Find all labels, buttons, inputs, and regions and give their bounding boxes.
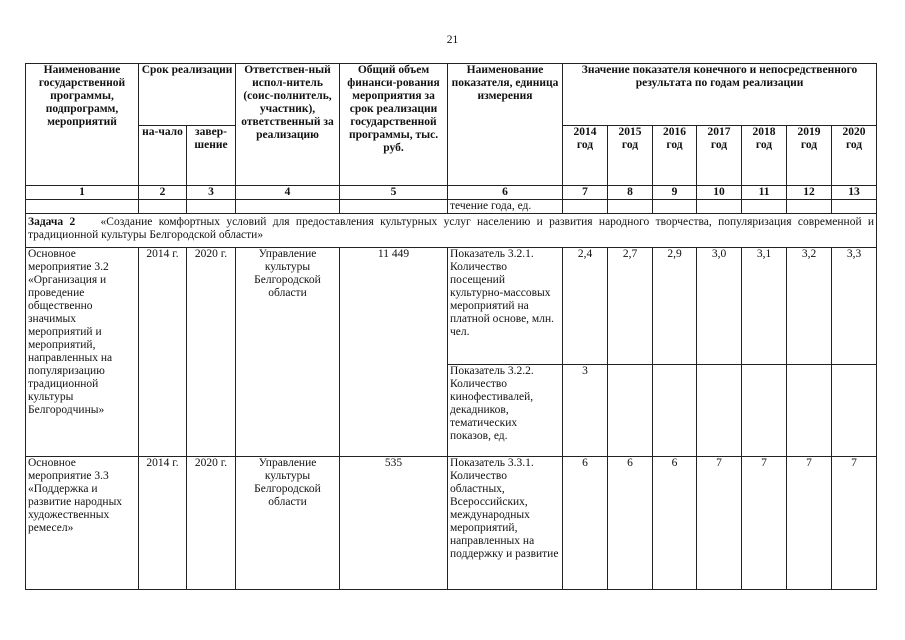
activity-responsible: Управление культуры Белгородской области — [236, 248, 340, 457]
header-year: 2015 год — [608, 126, 653, 186]
indicator-value: 3 — [563, 365, 608, 457]
indicator-value: 2,7 — [608, 248, 653, 365]
indicator-name: Показатель 3.2.2. Количество кинофестивалей, декадников, тематических показов, ед. — [448, 365, 563, 457]
page-number: 21 — [446, 34, 459, 46]
column-number: 6 — [448, 186, 563, 200]
indicator-value — [608, 365, 653, 457]
header-year: 2017 год — [697, 126, 742, 186]
indicator-value: 3,0 — [697, 248, 742, 365]
indicator-value — [832, 365, 877, 457]
activity-volume: 535 — [340, 457, 448, 590]
indicator-value: 7 — [832, 457, 877, 590]
header-period-start: на-чало — [139, 126, 187, 186]
indicator-value: 3,3 — [832, 248, 877, 365]
activity-end: 2020 г. — [187, 457, 236, 590]
carryover-text: течение года, ед. — [448, 200, 563, 214]
indicator-value — [697, 365, 742, 457]
header-indicator: Наименование показателя, единица измерения — [448, 64, 563, 186]
header-name: Наименование государственной программы, подпрограмм, мероприятий — [26, 64, 139, 186]
header-year: 2019 год — [787, 126, 832, 186]
activity-volume: 11 449 — [340, 248, 448, 457]
column-number: 1 — [26, 186, 139, 200]
header-year: 2020 год — [832, 126, 877, 186]
column-number: 13 — [832, 186, 877, 200]
indicator-value — [653, 365, 697, 457]
indicator-name: Показатель 3.2.1. Количество посещений культурно-массовых мероприятий на платной основе, млн. чел. — [448, 248, 563, 365]
indicator-value: 2,4 — [563, 248, 608, 365]
header-period: Срок реализации — [139, 64, 236, 126]
activity-end: 2020 г. — [187, 248, 236, 457]
column-number: 12 — [787, 186, 832, 200]
indicator-value: 7 — [742, 457, 787, 590]
task-row — [26, 214, 877, 248]
column-number: 11 — [742, 186, 787, 200]
column-number: 3 — [187, 186, 236, 200]
header-values: Значение показателя конечного и непосредственного результата по годам реализации — [563, 64, 877, 126]
indicator-value: 6 — [608, 457, 653, 590]
column-number: 2 — [139, 186, 187, 200]
header-year: 2016 год — [653, 126, 697, 186]
indicator-value: 7 — [787, 457, 832, 590]
column-number: 10 — [697, 186, 742, 200]
indicator-value — [787, 365, 832, 457]
indicator-value: 6 — [563, 457, 608, 590]
indicator-name: Показатель 3.3.1. Количество областных, Всероссийских, международных мероприятий, направленных на поддержку и развитие — [448, 457, 563, 590]
task-text: «Создание комфортных условий для предоставления культурных услуг населению и развития народного творчества, популяризация современной и традиционной культуры Белгородской области» — [28, 216, 875, 241]
header-year: 2018 год — [742, 126, 787, 186]
activity-start: 2014 г. — [139, 457, 187, 590]
indicator-value — [742, 365, 787, 457]
indicator-value: 7 — [697, 457, 742, 590]
indicator-value: 6 — [653, 457, 697, 590]
activity-name: Основное мероприятие 3.3 «Поддержка и развитие народных художественных ремесел» — [26, 457, 139, 590]
indicator-value: 3,2 — [787, 248, 832, 365]
header-responsible: Ответствен-ный испол-нитель (соис-полнитель, участник), ответственный за реализацию — [236, 64, 340, 186]
header-period-end: завер-шение — [187, 126, 236, 186]
indicator-value: 2,9 — [653, 248, 697, 365]
activity-start: 2014 г. — [139, 248, 187, 457]
column-number: 8 — [608, 186, 653, 200]
header-year: 2014 год — [563, 126, 608, 186]
header-volume: Общий объем финанси-рования мероприятия за срок реализации государственной программы, тыс. руб. — [340, 64, 448, 186]
column-number: 9 — [653, 186, 697, 200]
activity-responsible: Управление культуры Белгородской области — [236, 457, 340, 590]
task-label: Задача 2 — [28, 216, 76, 228]
column-number: 7 — [563, 186, 608, 200]
indicator-value: 3,1 — [742, 248, 787, 365]
program-table — [25, 63, 877, 590]
activity-name: Основное мероприятие 3.2 «Организация и проведение общественно значимых мероприятий и мероприятий, направленных на популяризацию традиционной культуры Белгородчины» — [26, 248, 139, 457]
column-number: 5 — [340, 186, 448, 200]
column-number: 4 — [236, 186, 340, 200]
